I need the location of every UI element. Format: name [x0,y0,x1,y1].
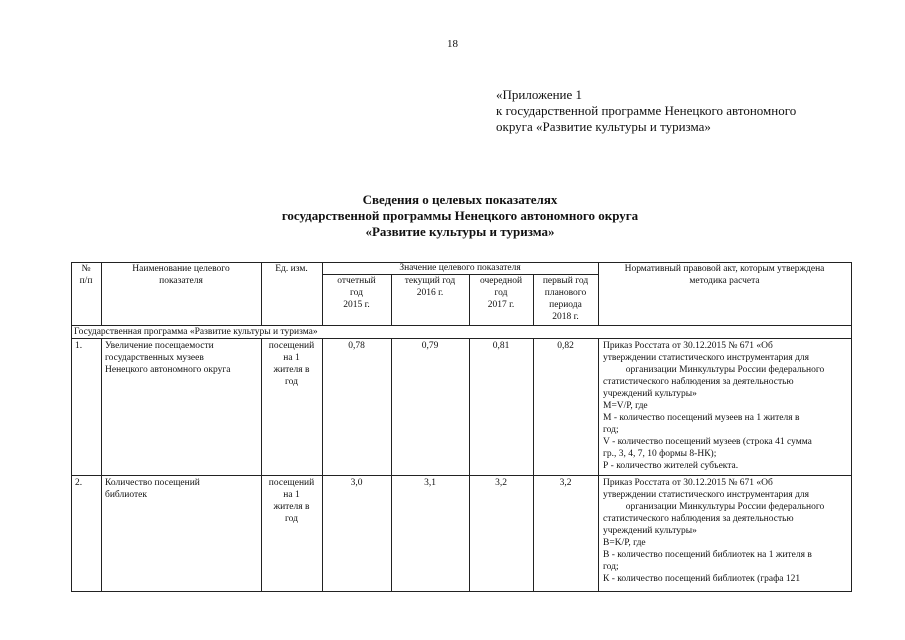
row-1-num: 1. [75,341,83,351]
row-2-unit-line: год [285,514,298,524]
row-2-act-line: B - количество посещений библиотек на 1 жителя в [603,550,812,560]
appendix-line-1: «Приложение 1 [496,87,583,102]
table-border [71,262,72,592]
row-2-act-line: К - количество посещений библиотек (графа 121 [603,574,801,584]
header-year-line: текущий год [404,276,456,286]
row-2-act-line: B=K/P, где [603,538,646,548]
header-year-line: год [494,288,508,298]
row-1-act-line: М - количество посещений музеев на 1 жителя в [603,413,800,423]
row-1-act-line: Приказ Росстата от 30.12.2015 № 671 «Об [603,341,773,351]
header-year-line: очередной [479,276,523,286]
section-title: Государственная программа «Развитие культуры и туризма» [74,327,318,337]
row-1-name-line: Увеличение посещаемости [105,341,214,351]
row-2-num: 2. [75,478,83,488]
row-2-act-line: Приказ Росстата от 30.12.2015 № 671 «Об [603,478,773,488]
row-1-unit-line: на 1 [283,353,300,363]
row-2-unit-line: посещений [268,478,315,488]
row-1-value-2016: 0,79 [421,341,439,351]
header-name-line: Наименование целевого [132,264,230,274]
appendix-line-2: к государственной программе Ненецкого автономного [496,103,797,118]
row-2-value-2018: 3,2 [559,478,572,488]
table-divider [101,338,102,592]
row-1-name-line: Ненецкого автономного округа [105,365,231,375]
row-1-act-line: гр., 3, 4, 7, 10 формы 8-НК); [603,449,717,459]
table-divider [533,338,534,592]
title-line-2: государственной программы Ненецкого автономного округа [281,208,639,223]
header-value-group: Значение целевого показателя [399,263,521,273]
table-divider [71,338,852,339]
row-2-unit-line: на 1 [283,490,300,500]
row-1-unit-line: посещений [268,341,315,351]
row-2-name [105,477,260,501]
row-1-act-line: учреждений культуры» [603,389,697,399]
row-2-value-2017: 3,2 [495,478,507,488]
header-act [598,263,851,287]
row-1-name-line: государственных музеев [105,353,204,363]
table-border [71,591,852,592]
title-line-3: «Развитие культуры и туризма» [365,224,555,239]
header-year-line: 2016 г. [416,288,444,298]
appendix-line-3: округа «Развитие культуры и туризма» [496,119,711,134]
row-2-act-line: организации Минкультуры России федерального [625,502,825,512]
row-1-unit-line: жителя в [273,365,310,375]
row-2-name-line: библиотек [105,490,147,500]
row-1-act-line: Р - количество жителей субъекта. [603,461,739,471]
row-1-act-line: год; [603,425,619,435]
header-num [71,263,101,287]
header-unit: Ед. изм. [275,264,308,274]
row-2-unit-line: жителя в [273,502,310,512]
row-1-value-2017: 0,81 [492,341,510,351]
row-2-act [603,477,847,585]
header-year-line: 2015 г. [343,300,370,310]
row-1-act-line: организации Минкультуры России федерального [625,365,825,375]
header-year-line: год [350,288,363,298]
row-1-act-line: утверждении статистического инструментария для [603,353,810,363]
row-2-act-line: статистического наблюдения за деятельностью [603,514,794,524]
row-1-act-line: статистического наблюдения за деятельностью [603,377,794,387]
header-year-line: 2018 г. [552,312,579,322]
header-year-2018 [533,275,598,323]
row-2-unit [261,477,322,525]
header-year-line: первый год [542,276,589,286]
page-number: 18 [447,38,458,50]
header-year-line: планового [544,288,587,298]
row-2-name-line: Количество посещений [105,478,200,488]
row-2-act-line: утверждении статистического инструментария для [603,490,810,500]
table-divider [391,338,392,592]
table-divider [469,338,470,592]
row-1-act [603,340,847,472]
appendix-block [496,87,796,135]
header-year-line: отчетный [337,276,376,286]
header-num-line: п/п [79,276,93,286]
table-border [851,262,852,592]
header-year-line: 2017 г. [487,300,515,310]
header-act-line: методика расчета [689,276,760,286]
header-name-line: показателя [159,276,203,286]
table-divider [598,338,599,592]
row-1-unit [261,340,322,388]
row-2-value-2015: 3,0 [350,478,363,488]
row-2-value-2016: 3,1 [424,478,436,488]
header-year-2016 [391,275,469,299]
header-act-line: Нормативный правовой акт, которым утверждена [624,264,825,274]
row-1-act-line: М=V/Р, где [603,401,648,411]
header-name [101,263,261,287]
document-title [150,192,770,240]
header-year-2017 [469,275,533,311]
header-num-line: № [81,264,91,274]
row-2-act-line: учреждений культуры» [603,526,697,536]
row-2-act-line: год; [603,562,619,572]
row-1-value-2018: 0,82 [557,341,574,351]
table-divider [71,475,852,476]
row-1-value-2015: 0,78 [348,341,365,351]
indicators-table [71,262,851,592]
title-line-1: Сведения о целевых показателях [362,192,558,207]
header-year-2015 [322,275,391,311]
row-1-act-line: V - количество посещений музеев (строка 41 сумма [603,437,812,447]
table-divider [322,338,323,592]
row-1-unit-line: год [285,377,298,387]
header-year-line: периода [549,300,582,310]
row-1-name [105,340,260,376]
